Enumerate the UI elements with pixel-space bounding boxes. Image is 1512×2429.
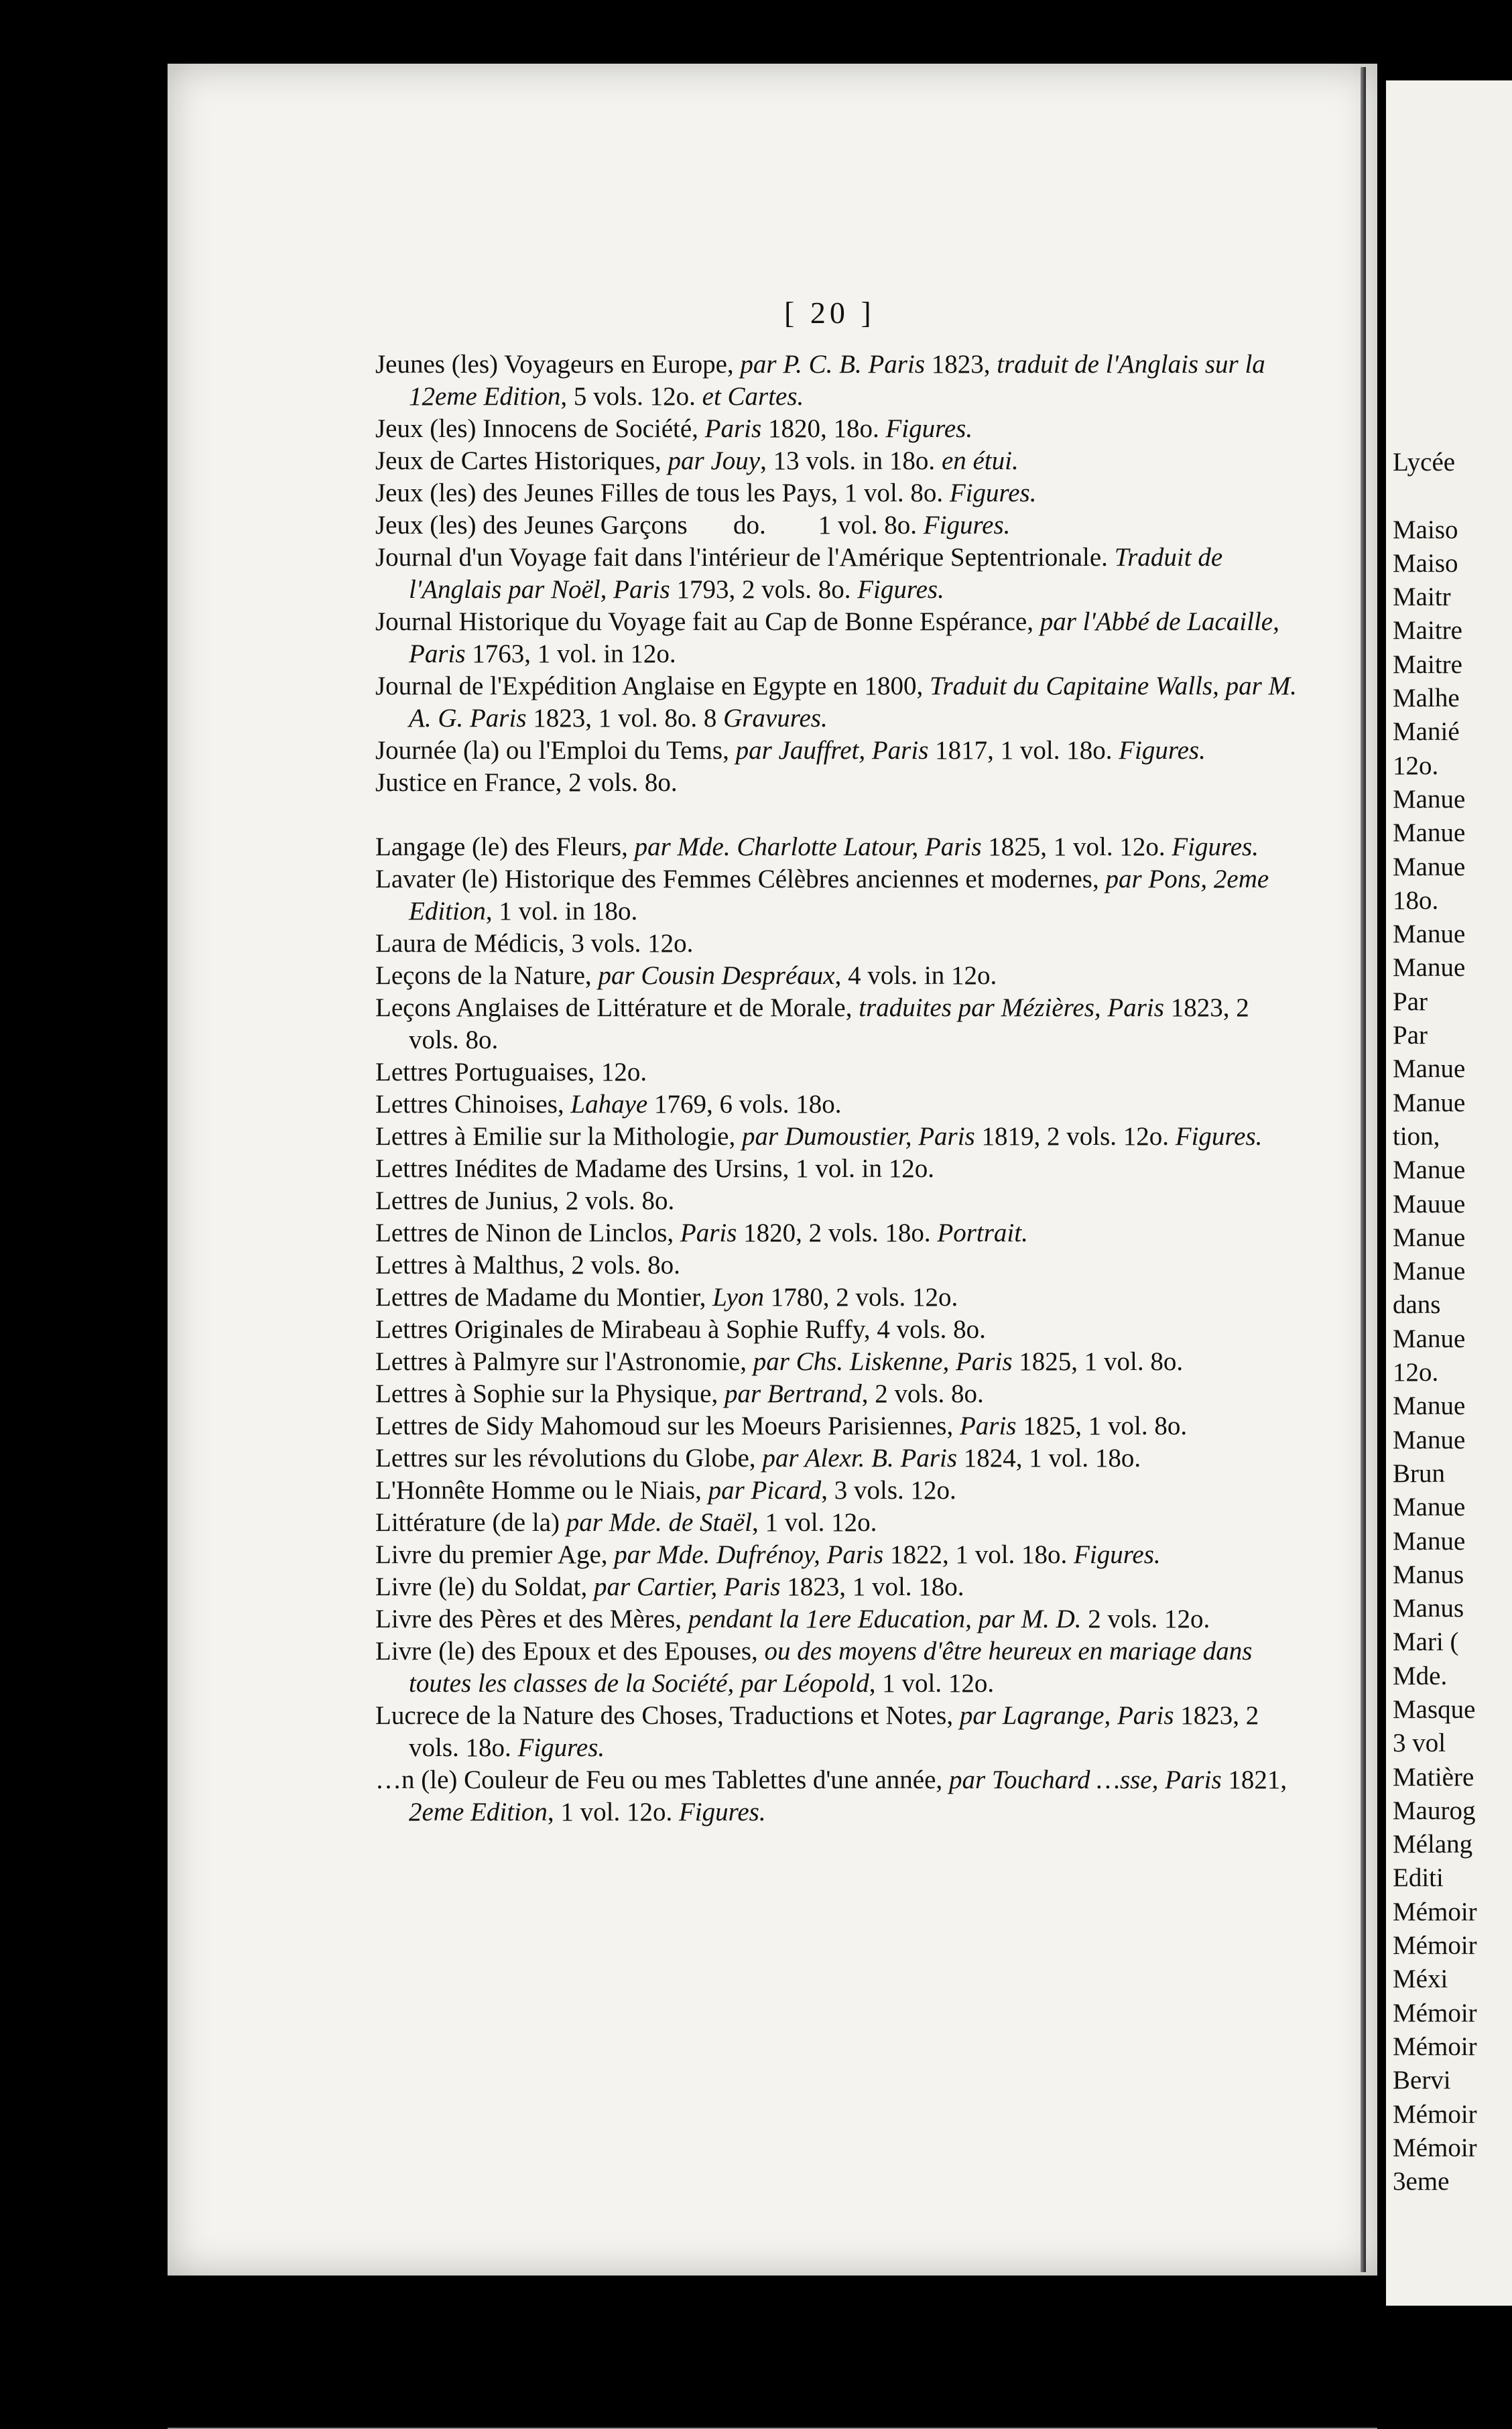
adjacent-page-line: Méxi bbox=[1393, 1965, 1448, 1994]
adjacent-page-line: Manue bbox=[1393, 1156, 1466, 1185]
adjacent-page-line: Mémoir bbox=[1393, 2032, 1477, 2061]
adjacent-page-line: Maiso bbox=[1393, 548, 1458, 578]
adjacent-page-line: Mémoir bbox=[1393, 1897, 1477, 1926]
adjacent-page-line: Manue bbox=[1393, 818, 1466, 848]
adjacent-page-line: 12o. bbox=[1393, 751, 1439, 780]
catalogue-entry: Leçons Anglaises de Littérature et de Morale, traduites par Mézières, Paris 1823, 2 vols. 8o. bbox=[375, 993, 1249, 1054]
adjacent-page-line: Manue bbox=[1393, 953, 1466, 983]
catalogue-entry: Lettres à Palmyre sur l'Astronomie, par Chs. Liskenne, Paris 1825, 1 vol. 8o. bbox=[375, 1347, 1184, 1376]
adjacent-page-line: Bervi bbox=[1393, 2066, 1451, 2095]
catalogue-entry: Livre (le) du Soldat, par Cartier, Paris 1823, 1 vol. 18o. bbox=[375, 1572, 964, 1601]
adjacent-page-line: Lycée bbox=[1393, 448, 1456, 477]
page-number: [ 20 ] bbox=[784, 296, 875, 330]
catalogue-entry: Lettres Inédites de Madame des Ursins, 1 vol. in 12o. bbox=[375, 1154, 934, 1183]
adjacent-page-line: Mélang bbox=[1393, 1830, 1473, 1859]
adjacent-page-line: 3eme bbox=[1393, 2167, 1450, 2196]
adjacent-page-line: Manue bbox=[1393, 784, 1466, 814]
page-gutter bbox=[1361, 67, 1366, 2272]
adjacent-page-line: Mémoir bbox=[1393, 2133, 1477, 2162]
catalogue-entry: Journal de l'Expédition Anglaise en Egypte en 1800, Traduit du Capitaine Walls, par M. A. G. Paris 1823, 1 vol. 8o. 8 Gravures. bbox=[375, 672, 1297, 733]
adjacent-page-line: dans bbox=[1393, 1290, 1441, 1320]
adjacent-page-line: Manus bbox=[1393, 1594, 1464, 1623]
catalogue-entry: Lettres de Ninon de Linclos, Paris 1820, 2 vols. 18o. Portrait. bbox=[375, 1219, 1028, 1247]
adjacent-page-line: Maitr bbox=[1393, 582, 1451, 612]
catalogue-entry: Lucrece de la Nature des Choses, Traductions et Notes, par Lagrange, Paris 1823, 2 vols. 18o. Figures. bbox=[375, 1701, 1259, 1762]
catalogue-entry: Lettres de Madame du Montier, Lyon 1780, 2 vols. 12o. bbox=[375, 1283, 958, 1312]
catalogue-entry: Justice en France, 2 vols. 8o. bbox=[375, 768, 678, 797]
adjacent-page-line: 3 vol bbox=[1393, 1729, 1446, 1758]
catalogue-entry: L'Honnête Homme ou le Niais, par Picard, 3 vols. 12o. bbox=[375, 1476, 956, 1505]
catalogue-entry: Livre du premier Age, par Mde. Dufrénoy, Paris 1822, 1 vol. 18o. Figures. bbox=[375, 1540, 1161, 1569]
adjacent-page-line: Manue bbox=[1393, 920, 1466, 949]
catalogue-entry: Journée (la) ou l'Emploi du Tems, par Jauffret, Paris 1817, 1 vol. 18o. Figures. bbox=[375, 736, 1206, 765]
adjacent-page-line: Maitre bbox=[1393, 649, 1462, 679]
adjacent-page-line: Manus bbox=[1393, 1560, 1464, 1589]
catalogue-entry: Lavater (le) Historique des Femmes Célèbres anciennes et modernes, par Pons, 2eme Edition, 1 vol. in 18o. bbox=[375, 865, 1269, 926]
adjacent-page-line: Mauue bbox=[1393, 1189, 1466, 1219]
catalogue-entry: Littérature (de la) par Mde. de Staël, 1 vol. 12o. bbox=[375, 1508, 877, 1537]
adjacent-page bbox=[1386, 80, 1512, 2306]
catalogue-entry: Jeunes (les) Voyageurs en Europe, par P. C. B. Paris 1823, traduit de l'Anglais sur la 12eme Edition, 5 vols. 12o. et Cartes. bbox=[375, 350, 1265, 411]
adjacent-page-line: Manue bbox=[1393, 852, 1466, 881]
catalogue-entry: Jeux de Cartes Historiques, par Jouy, 13 vols. in 18o. en étui. bbox=[375, 446, 1019, 475]
adjacent-page-line: tion, bbox=[1393, 1121, 1440, 1151]
adjacent-page-line: Mémoir bbox=[1393, 2099, 1477, 2129]
adjacent-page-line: Manue bbox=[1393, 1324, 1466, 1353]
adjacent-page-text bbox=[1393, 446, 1477, 2198]
catalogue-entry: Lettres à Emilie sur la Mithologie, par Dumoustier, Paris 1819, 2 vols. 12o. Figures. bbox=[375, 1122, 1263, 1151]
adjacent-page-line: Manue bbox=[1393, 1054, 1466, 1084]
catalogue-entry: Livre des Pères et des Mères, pendant la 1ere Education, par M. D. 2 vols. 12o. bbox=[375, 1605, 1210, 1633]
catalogue-entry: Jeux (les) des Jeunes Filles de tous les Pays, 1 vol. 8o. Figures. bbox=[375, 479, 1037, 507]
adjacent-page-line: Mari ( bbox=[1393, 1627, 1459, 1657]
adjacent-page-line: Manue bbox=[1393, 1391, 1466, 1421]
adjacent-page-line: Manue bbox=[1393, 1526, 1466, 1556]
adjacent-page-line: Editi bbox=[1393, 1863, 1444, 1893]
catalogue-entry: Lettres de Junius, 2 vols. 8o. bbox=[375, 1186, 675, 1215]
adjacent-page-line: Manue bbox=[1393, 1257, 1466, 1286]
adjacent-page-line: Manié bbox=[1393, 717, 1460, 747]
catalogue-entry: Journal d'un Voyage fait dans l'intérieur de l'Amérique Septentrionale. Traduit de l'Anglais par Noël, Paris 1793, 2 vols. 8o. Figures. bbox=[375, 543, 1223, 604]
catalogue-entry: Lettres Originales de Mirabeau à Sophie Ruffy, 4 vols. 8o. bbox=[375, 1315, 986, 1344]
catalogue-entry: Jeux (les) Innocens de Société, Paris 1820, 18o. Figures. bbox=[375, 414, 973, 443]
catalogue-entry: Lettres Chinoises, Lahaye 1769, 6 vols. 18o. bbox=[375, 1090, 842, 1119]
adjacent-page-line: Manue bbox=[1393, 1223, 1466, 1252]
catalogue-entry: Lettres Portuguaises, 12o. bbox=[375, 1058, 647, 1086]
catalogue-entry: Langage (le) des Fleurs, par Mde. Charlotte Latour, Paris 1825, 1 vol. 12o. Figures. bbox=[375, 832, 1259, 861]
adjacent-page-line: Malhe bbox=[1393, 684, 1460, 713]
catalogue-entry: Journal Historique du Voyage fait au Cap de Bonne Espérance, par l'Abbé de Lacaille, Paris 1763, 1 vol. in 12o. bbox=[375, 607, 1279, 668]
catalogue-entry: Lettres de Sidy Mahomoud sur les Moeurs Parisiennes, Paris 1825, 1 vol. 8o. bbox=[375, 1412, 1188, 1440]
adjacent-page-line: Manue bbox=[1393, 1425, 1466, 1454]
adjacent-page-line: Par bbox=[1393, 1021, 1428, 1050]
adjacent-page-line: 18o. bbox=[1393, 885, 1439, 915]
adjacent-page-line: Par bbox=[1393, 987, 1428, 1016]
adjacent-page-line: Maitre bbox=[1393, 616, 1462, 645]
catalogue-entry: Lettres sur les révolutions du Globe, par Alexr. B. Paris 1824, 1 vol. 18o. bbox=[375, 1444, 1141, 1473]
adjacent-page-line bbox=[1393, 479, 1477, 513]
catalogue-entries bbox=[375, 349, 1300, 1828]
catalogue-entry: Lettres à Malthus, 2 vols. 8o. bbox=[375, 1251, 680, 1280]
adjacent-page-line: Mde. bbox=[1393, 1661, 1448, 1690]
adjacent-page-line: Manue bbox=[1393, 1493, 1466, 1522]
adjacent-page-line: 12o. bbox=[1393, 1358, 1439, 1387]
adjacent-page-line: Mémoir bbox=[1393, 1931, 1477, 1960]
adjacent-page-line: Matière bbox=[1393, 1762, 1474, 1792]
catalogue-entry: Jeux (les) des Jeunes Garçons do. 1 vol. 8o. Figures. bbox=[375, 511, 1011, 540]
catalogue-entry: Laura de Médicis, 3 vols. 12o. bbox=[375, 929, 694, 958]
catalogue-entry: …n (le) Couleur de Feu ou mes Tablettes d'une année, par Touchard …sse, Paris 1821, 2eme Edition, 1 vol. 12o. Figures. bbox=[375, 1765, 1287, 1826]
catalogue-entry: Leçons de la Nature, par Cousin Despréaux, 4 vols. in 12o. bbox=[375, 961, 997, 990]
catalogue-entry: Lettres à Sophie sur la Physique, par Bertrand, 2 vols. 8o. bbox=[375, 1379, 984, 1408]
adjacent-page-line: Maiso bbox=[1393, 515, 1458, 544]
adjacent-page-line: Maurog bbox=[1393, 1796, 1476, 1825]
adjacent-page-line: Manue bbox=[1393, 1088, 1466, 1117]
adjacent-page-line: Brun bbox=[1393, 1458, 1445, 1488]
catalogue-entry: Livre (le) des Epoux et des Epouses, ou des moyens d'être heureux en mariage dans toutes les classes de la Société, par Léopold, 1 vol. 12o. bbox=[375, 1637, 1253, 1698]
adjacent-page-line: Masque bbox=[1393, 1694, 1476, 1724]
adjacent-page-line: Mémoir bbox=[1393, 1998, 1477, 2028]
